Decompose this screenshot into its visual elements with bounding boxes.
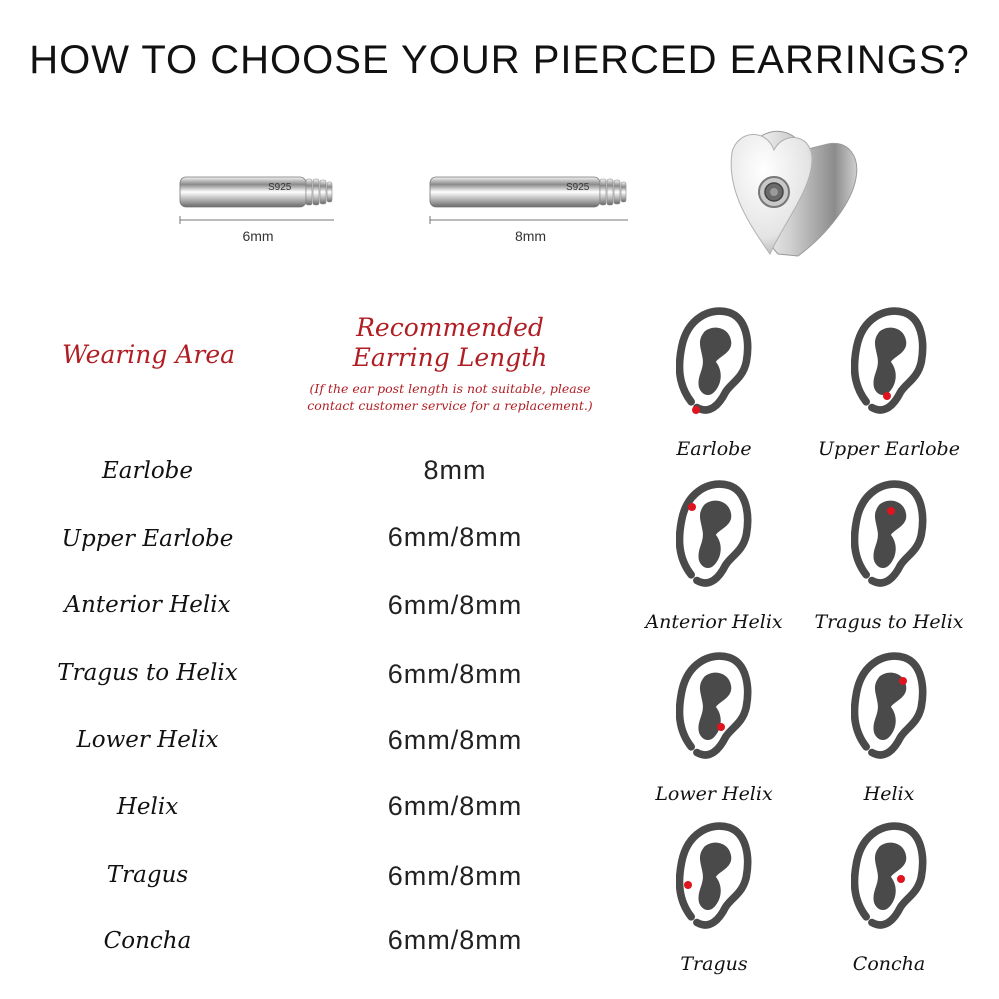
ear-icon <box>676 645 752 765</box>
post-8mm <box>428 174 633 244</box>
row-area: Tragus <box>106 862 189 888</box>
row-area: Tragus to Helix <box>57 660 238 686</box>
ear-diagram-tragus-to-helix <box>804 473 974 643</box>
ear-label: Helix <box>863 783 915 805</box>
row-area: Helix <box>116 794 179 820</box>
piercing-dot <box>887 507 895 515</box>
row-area: Earlobe <box>101 458 194 484</box>
ear-label: Tragus <box>680 953 748 975</box>
ear-diagram-tragus <box>629 815 799 985</box>
ear-icon <box>851 473 927 593</box>
piercing-dot <box>899 677 907 685</box>
row-area: Anterior Helix <box>64 592 231 618</box>
row-area: Upper Earlobe <box>61 526 234 552</box>
piercing-dot <box>883 392 891 400</box>
ear-label: Anterior Helix <box>645 611 783 633</box>
ear-label: Earlobe <box>676 438 752 460</box>
piercing-dot <box>692 406 700 414</box>
piercing-dot <box>717 723 725 731</box>
heart-back-icon <box>718 122 868 262</box>
post-6mm-label: 6mm <box>242 228 274 244</box>
piercing-dot <box>688 503 696 511</box>
post-6mm-image <box>178 174 338 210</box>
note-line2: contact customer service for a replacement.) <box>307 398 593 413</box>
row-length: 6mm/8mm <box>387 659 523 689</box>
ear-diagram-anterior-helix <box>629 473 799 643</box>
ear-label: Concha <box>852 953 926 975</box>
ear-label: Lower Helix <box>655 783 773 805</box>
ear-icon <box>676 300 752 420</box>
ear-icon <box>851 645 927 765</box>
post-8mm-stamp: S925 <box>566 182 590 193</box>
ear-icon <box>851 300 927 420</box>
row-length: 6mm/8mm <box>387 861 523 891</box>
ear-label: Tragus to Helix <box>814 611 964 633</box>
ear-icon <box>676 815 752 935</box>
piercing-dot <box>897 875 905 883</box>
header-recommended-length <box>300 313 600 373</box>
row-area: Concha <box>103 928 192 954</box>
note-line1: (If the ear post length is not suitable, please <box>309 381 591 396</box>
piercing-dot <box>684 881 692 889</box>
ear-diagram-earlobe <box>629 300 799 470</box>
header-length-line2: Earring Length <box>352 343 548 372</box>
header-wearing-area: Wearing Area <box>62 340 236 369</box>
row-length: 6mm/8mm <box>387 522 523 552</box>
post-8mm-image <box>428 174 633 210</box>
row-length: 8mm <box>423 455 487 485</box>
page-title: HOW TO CHOOSE YOUR PIERCED EARRINGS? <box>29 38 970 82</box>
row-length: 6mm/8mm <box>387 725 523 755</box>
ear-diagram-lower-helix <box>629 645 799 815</box>
post-6mm <box>178 174 338 244</box>
post-8mm-label: 8mm <box>514 228 547 244</box>
row-length: 6mm/8mm <box>387 791 523 821</box>
post-6mm-dimension-line <box>178 216 338 224</box>
ear-diagram-helix <box>804 645 974 815</box>
ear-diagram-concha <box>804 815 974 985</box>
post-8mm-dimension-line <box>428 216 633 224</box>
row-area: Lower Helix <box>76 727 219 753</box>
ear-label: Upper Earlobe <box>818 438 960 460</box>
ear-icon <box>851 815 927 935</box>
ear-icon <box>676 473 752 593</box>
row-length: 6mm/8mm <box>387 590 523 620</box>
header-note <box>290 380 610 414</box>
ear-diagram-upper-earlobe <box>804 300 974 470</box>
post-6mm-stamp: S925 <box>268 182 292 193</box>
row-length: 6mm/8mm <box>387 925 523 955</box>
header-length-line1: Recommended <box>356 313 544 342</box>
